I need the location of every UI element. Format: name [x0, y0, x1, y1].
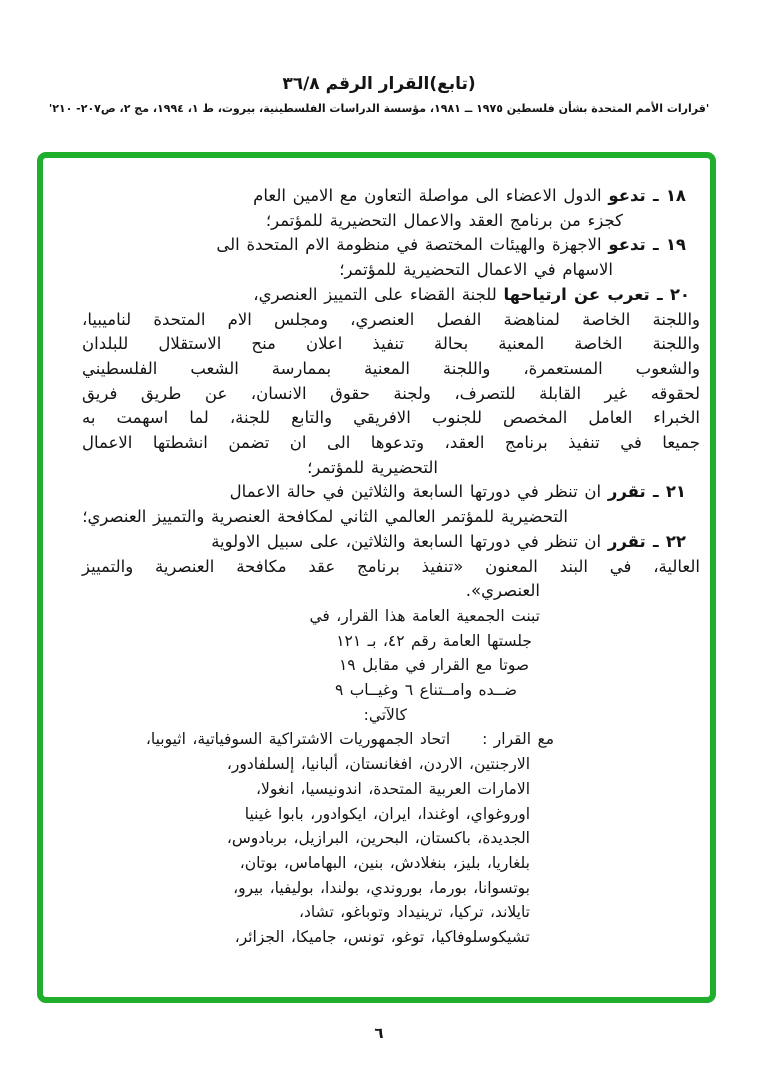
text-line: العنصري».: [465, 581, 540, 601]
resolution-frame: [37, 152, 716, 1003]
text-line: ضــده وامــتناع ٦ وغيــاب ٩: [334, 681, 517, 700]
with-resolution-country-list: [82, 727, 700, 949]
text-line: تبنت الجمعية العامة هذا القرار، في: [309, 606, 540, 625]
text-line: والشعوب المستعمرة، واللجنة المعنية بممارسة الشعب الفلسطيني: [82, 358, 700, 378]
resolution-paragraph-21: [82, 480, 700, 529]
vote-with-label: مع القرار :: [482, 730, 554, 749]
text-line: واللجنة الخاصة لمناهضة الفصل العنصري، ومجلس الام المتحدة لناميبيا،: [82, 309, 700, 329]
text-line: مع القرار :اتحاد الجمهوريات الاشتراكية السوفياتية، اثيوبيا،: [145, 730, 554, 749]
resolution-paragraph-22: [82, 530, 700, 604]
text-line: اوروغواي، اوغندا، ايران، ايكوادور، بابوا غينيا: [244, 804, 530, 823]
text-line: واللجنة الخاصة المعنية بحالة تنفيذ اعلان منح الاستقلال للبلدان: [82, 334, 700, 354]
text-line: كالآتي:: [363, 705, 407, 724]
text-line: تشيكوسلوفاكيا، توغو، تونس، جاميكا، الجزائر،: [234, 928, 530, 947]
text-line: الاسهام في الاعمال التحضيرية للمؤتمر؛: [339, 260, 613, 280]
text-line: التحضيرية للمؤتمر العالمي الثاني لمكافحة العنصرية والتمييز العنصري؛: [82, 507, 568, 527]
text-line: الخبراء العامل المخصص للجنوب الافريقي والتابع للجنة، لما اسهمت به: [82, 408, 700, 428]
source-citation: 'قرارات الأمم المتحدة بشأن فلسطين ١٩٧٥ ــ ١٩٨١، مؤسسة الدراسات الفلسطينية، بيروت، ط ١، ١٩٩٤، مج ٢، ص٢٠٧- ٢١٠': [48, 102, 710, 115]
text-line: الامارات العربية المتحدة، اندونيسيا، انغولا،: [256, 779, 530, 798]
text-line: لحقوقه غير القابلة للتصرف، ولجنة حقوق الانسان، عن طريق فريق: [82, 383, 700, 403]
text-line: بوتسوانا، بورما، بوروندي، بولندا، بوليفيا، بيرو،: [233, 878, 530, 897]
resolution-text: [82, 184, 700, 950]
text-line: ١٨ ـ تدعو الدول الاعضاء الى مواصلة التعاون مع الامين العام: [253, 186, 686, 205]
text-line: ٢٢ ـ تقرر ان تنظر في دورتها السابعة والثلاثين، على سبيل الاولوية: [211, 531, 686, 551]
text-line: صوتا مع القرار في مقابل ١٩: [338, 656, 529, 675]
text-line: ٢١ ـ تقرر ان تنظر في دورتها السابعة والثلاثين في حالة الاعمال: [229, 482, 686, 502]
text-line: تايلاند، تركيا، ترينيداد وتوباغو، تشاد،: [298, 903, 530, 922]
resolution-paragraph-18: [82, 184, 700, 233]
page-number: ٦: [374, 1024, 384, 1042]
document-header: [0, 74, 758, 115]
text-line: جلستها العامة رقم ٤٢، بـ ١٢١: [336, 631, 532, 650]
text-line: بلغاريا، بليز، بنغلادش، بنين، البهاماس، بوتان،: [239, 853, 530, 872]
adoption-statement: [82, 604, 700, 728]
text-line: العالية، في البند المعنون «تنفيذ برنامج عقد مكافحة العنصرية والتمييز: [82, 556, 700, 576]
resolution-paragraph-20: [82, 283, 700, 481]
text-line: الارجنتين، الاردن، افغانستان، ألبانيا، إلسلفادور،: [226, 755, 530, 774]
resolution-paragraph-19: [82, 233, 700, 282]
page-title: (تابع)القرار الرقم ٣٦/٨: [282, 74, 476, 94]
text-line: التحضيرية للمؤتمر؛: [307, 457, 438, 477]
text-line: ٢٠ ـ تعرب عن ارتياحها للجنة القضاء على التمييز العنصري،: [253, 284, 690, 304]
text-line: ١٩ ـ تدعو الاجهزة والهيئات المختصة في منظومة الام المتحدة الى: [216, 235, 686, 255]
text-line: كجزء من برنامج العقد والاعمال التحضيرية للمؤتمر؛: [265, 210, 623, 230]
text-line: جميعا في تنفيذ برنامج العقد، وتدعوها الى ان تضمن انشطتها الاعمال: [82, 433, 700, 453]
text-line: الجديدة، باكستان، البحرين، البرازيل، بربادوس،: [226, 829, 530, 848]
